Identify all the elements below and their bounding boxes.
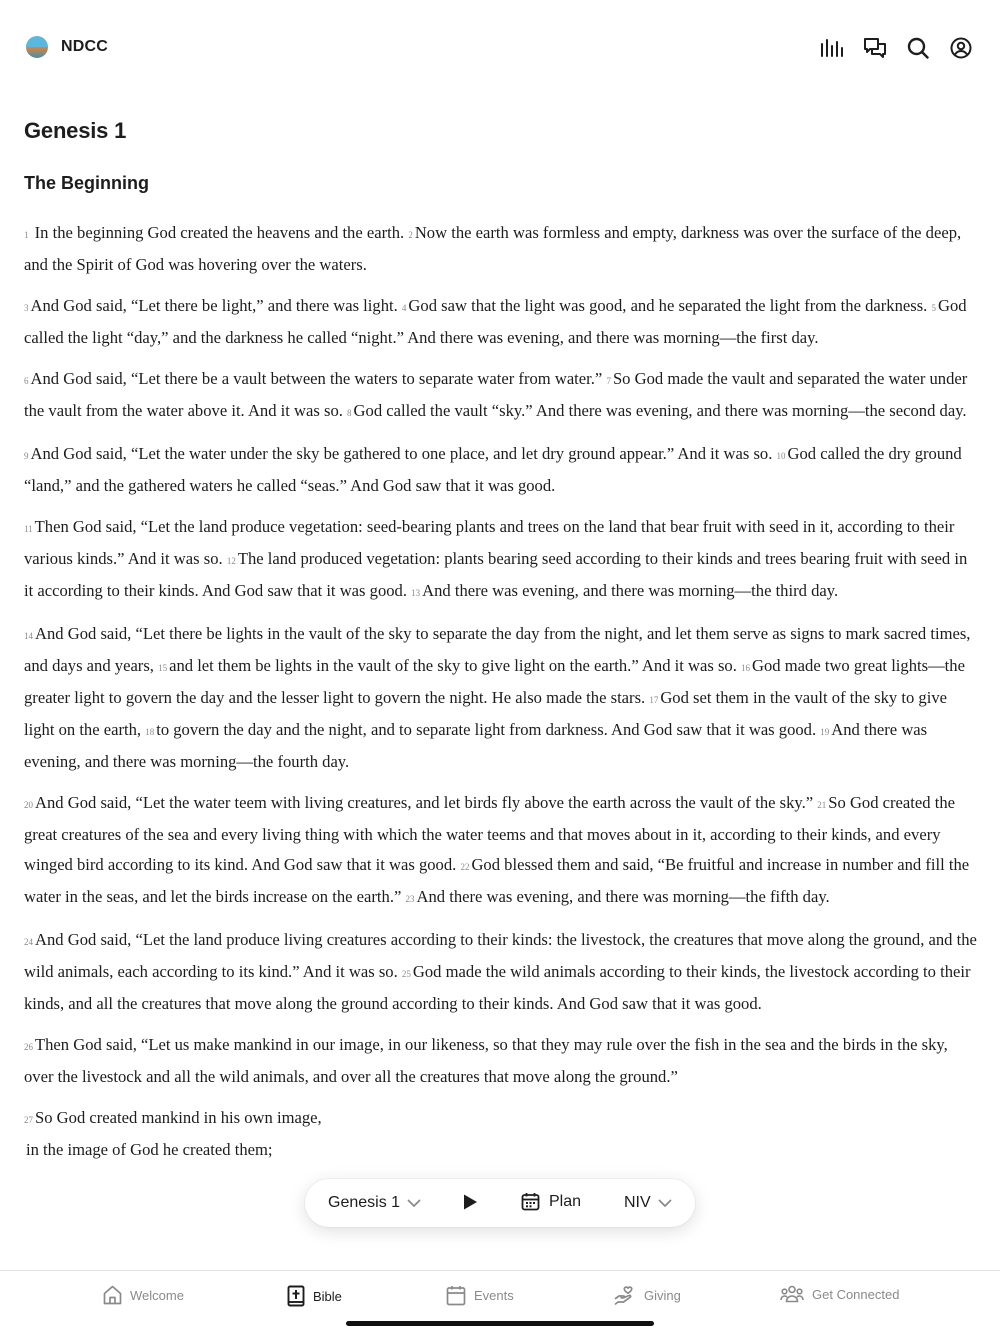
verse-text: And God said, “Let there be lights in the vault of the sky to separate the day from the night, and let them serve as signs to mark sacred times, and days and years, <box>24 624 971 675</box>
verse-number: 9 <box>24 451 29 461</box>
verse-text: God made the wild animals according to their kinds, the livestock according to their kinds, and all the creatures that move along the ground according to their kinds. And God saw that it was good. <box>24 962 971 1013</box>
verse-text: God saw that the light was good, and he separated the light from the darkness. <box>408 296 932 315</box>
verse-text: And God said, “Let there be a vault between the waters to separate water from water.” <box>30 369 607 388</box>
scripture-paragraph <box>24 925 979 1019</box>
verse-number: 17 <box>649 695 659 705</box>
scripture-paragraph <box>24 218 979 280</box>
tab-label: Events <box>474 1288 514 1303</box>
verse[interactable] <box>24 296 402 315</box>
verse-number: 16 <box>741 663 751 673</box>
verse[interactable] <box>24 1035 948 1086</box>
verse-number: 13 <box>411 588 421 598</box>
verse-text: Then God said, “Let us make mankind in our image, in our likeness, so that they may rule over the fish in the sea and the birds in the sky, over the livestock and all the wild animals, and over all the creatures that move along the ground.” <box>24 1035 948 1086</box>
verse-text: to govern the day and the night, and to separate light from darkness. And God saw that it was good. <box>156 720 821 739</box>
search-icon[interactable] <box>905 35 931 61</box>
profile-icon[interactable] <box>948 35 974 61</box>
verse-number: 14 <box>24 631 33 641</box>
tab-get-connected[interactable] <box>780 1285 899 1303</box>
verse-text: And there was evening, and there was morning—the fourth day. <box>24 720 928 771</box>
plan-label: Plan <box>549 1192 582 1210</box>
scripture-paragraph <box>24 512 979 608</box>
verse-text: God called the light “day,” and the darkness he called “night.” And there was evening, and there was morning—the first day. <box>24 296 967 347</box>
scripture-paragraph <box>24 619 979 777</box>
top-actions <box>819 35 974 61</box>
verse-text: And there was evening, and there was morning—the fifth day. <box>416 887 830 906</box>
verse-text: and let them be lights in the vault of the sky to give light on the earth.” And it was so. <box>169 656 742 675</box>
scripture-paragraph <box>24 1030 979 1092</box>
chapter-selector-label: Genesis 1 <box>328 1194 401 1211</box>
verse-number: 23 <box>405 894 415 904</box>
play-button[interactable] <box>462 1193 478 1216</box>
verse-number: 4 <box>401 303 407 313</box>
play-icon <box>462 1193 478 1211</box>
verse[interactable] <box>24 223 408 242</box>
tab-bible[interactable] <box>287 1285 342 1307</box>
verse[interactable] <box>24 369 606 388</box>
verse-text: God set them in the vault of the sky to give light on the earth, <box>24 688 947 739</box>
verse-number: 26 <box>24 1042 33 1052</box>
version-label: NIV <box>624 1194 651 1211</box>
verse-text: Now the earth was formless and empty, darkness was over the surface of the deep, and the Spirit of God was hovering over the waters. <box>24 223 962 274</box>
tab-events[interactable] <box>446 1285 514 1306</box>
verse[interactable] <box>347 401 967 420</box>
verse-number: 6 <box>24 376 29 386</box>
verse-text: And God said, “Let there be light,” and there was light. <box>30 296 402 315</box>
tab-welcome[interactable] <box>103 1285 184 1305</box>
plan-button[interactable] <box>521 1192 581 1211</box>
tab-label: Get Connected <box>812 1286 900 1302</box>
verse-number: 21 <box>817 800 827 810</box>
chapter-selector[interactable] <box>328 1194 421 1212</box>
poetry-block <box>24 1103 979 1167</box>
tab-label: Giving <box>644 1288 681 1303</box>
verse-text: God called the dry ground “land,” and the gathered waters he called “seas.” And God saw that it was good. <box>24 444 962 495</box>
church-logo <box>26 36 48 58</box>
home-icon <box>103 1285 122 1305</box>
verse-text: God made two great lights—the greater light to govern the day and the lesser light to govern the night. He also made the stars. <box>24 656 965 707</box>
verse-number: 7 <box>606 376 611 386</box>
verse-number: 3 <box>24 303 29 313</box>
verse-number: 24 <box>24 937 33 947</box>
verse-number: 12 <box>226 556 236 566</box>
calendar-icon <box>446 1285 466 1306</box>
scripture-paragraph <box>24 291 979 353</box>
verse[interactable] <box>411 581 838 600</box>
verse-number: 22 <box>460 862 470 872</box>
tab-label: Welcome <box>130 1287 184 1303</box>
verse-text: And God said, “Let the water under the sky be gathered to one place, and let dry ground appear.” And it was so. <box>30 444 777 463</box>
verse-text: in the image of God he created them; <box>26 1140 273 1159</box>
verse[interactable] <box>158 656 741 675</box>
verse[interactable] <box>406 887 830 906</box>
scripture-paragraph <box>24 439 979 501</box>
app-name: NDCC <box>61 38 109 55</box>
verse-text: So God created mankind in his own image, <box>35 1108 322 1127</box>
chevron-down-icon <box>658 1199 672 1208</box>
verse-number: 8 <box>347 408 352 418</box>
bible-icon <box>287 1285 305 1307</box>
scripture-paragraph <box>24 364 979 428</box>
chevron-down-icon <box>407 1199 421 1208</box>
verse-text: And God said, “Let the land produce living creatures according to their kinds: the livestock, the creatures that move along the ground, and the wild animals, each according to its kind.” And it was so. <box>24 930 977 981</box>
scripture-paragraph <box>24 788 979 914</box>
verse[interactable] <box>24 444 777 463</box>
reader-toolbar <box>305 1179 695 1227</box>
poetry-line[interactable] <box>24 1103 979 1135</box>
verse-text: So God made the vault and separated the water under the vault from the water above it. And it was so. <box>24 369 968 420</box>
verse[interactable] <box>402 296 932 315</box>
verse-text: God blessed them and said, “Be fruitful and increase in number and fill the water in the seas, and let the birds increase on the earth.” <box>24 855 970 906</box>
verse[interactable] <box>24 793 817 812</box>
verse-number: 27 <box>24 1115 33 1125</box>
giving-hand-icon <box>614 1285 636 1306</box>
verse-text: The land produced vegetation: plants bearing seed according to their kinds and trees bearing fruit with seed in it according to their kinds. And God saw that it was good. <box>24 549 968 600</box>
verse-number: 20 <box>24 800 33 810</box>
verse-text: In the beginning God created the heavens and the earth. <box>30 223 409 242</box>
verse-number: 25 <box>401 969 411 979</box>
verse-number: 18 <box>145 727 155 737</box>
people-icon <box>780 1285 804 1303</box>
verse-text: And there was evening, and there was morning—the third day. <box>422 581 839 600</box>
chat-bubbles-icon[interactable] <box>862 35 888 61</box>
verse-text: God called the vault “sky.” And there was evening, and there was morning—the second day. <box>353 401 967 420</box>
bible-reader[interactable] <box>24 112 979 1270</box>
verse-number: 1 <box>24 230 29 240</box>
calendar-icon <box>521 1192 540 1211</box>
verse-text: So God created the great creatures of the sea and every living thing with which the water teems and that moves about in it, according to their kinds, and every winged bird according to its kind. And God saw that it was good. <box>24 793 955 874</box>
verse-number: 11 <box>24 524 33 534</box>
tab-giving[interactable] <box>614 1285 681 1306</box>
verse-number: 2 <box>408 230 413 240</box>
verse-number: 19 <box>820 727 830 737</box>
top-bar <box>0 0 1000 96</box>
scripture-text <box>24 218 979 1092</box>
verse-number: 5 <box>931 303 936 313</box>
tab-label: Bible <box>313 1288 342 1304</box>
chapter-title: Genesis 1 <box>24 118 127 143</box>
version-selector[interactable] <box>624 1194 672 1212</box>
poetry-line[interactable] <box>24 1135 979 1167</box>
home-indicator <box>346 1321 654 1326</box>
verse[interactable] <box>145 720 820 739</box>
verse-text: Then God said, “Let the land produce vegetation: seed-bearing plants and trees on the land that bear fruit with seed in it, according to their various kinds.” And it was so. <box>24 517 955 568</box>
brand[interactable] <box>26 36 108 58</box>
section-title: The Beginning <box>24 173 149 193</box>
audio-bars-icon[interactable] <box>819 35 845 61</box>
verse-number: 15 <box>158 663 168 673</box>
verse-number: 10 <box>776 451 786 461</box>
verse-text: And God said, “Let the water teem with living creatures, and let birds fly above the earth across the vault of the sky.” <box>35 793 818 812</box>
